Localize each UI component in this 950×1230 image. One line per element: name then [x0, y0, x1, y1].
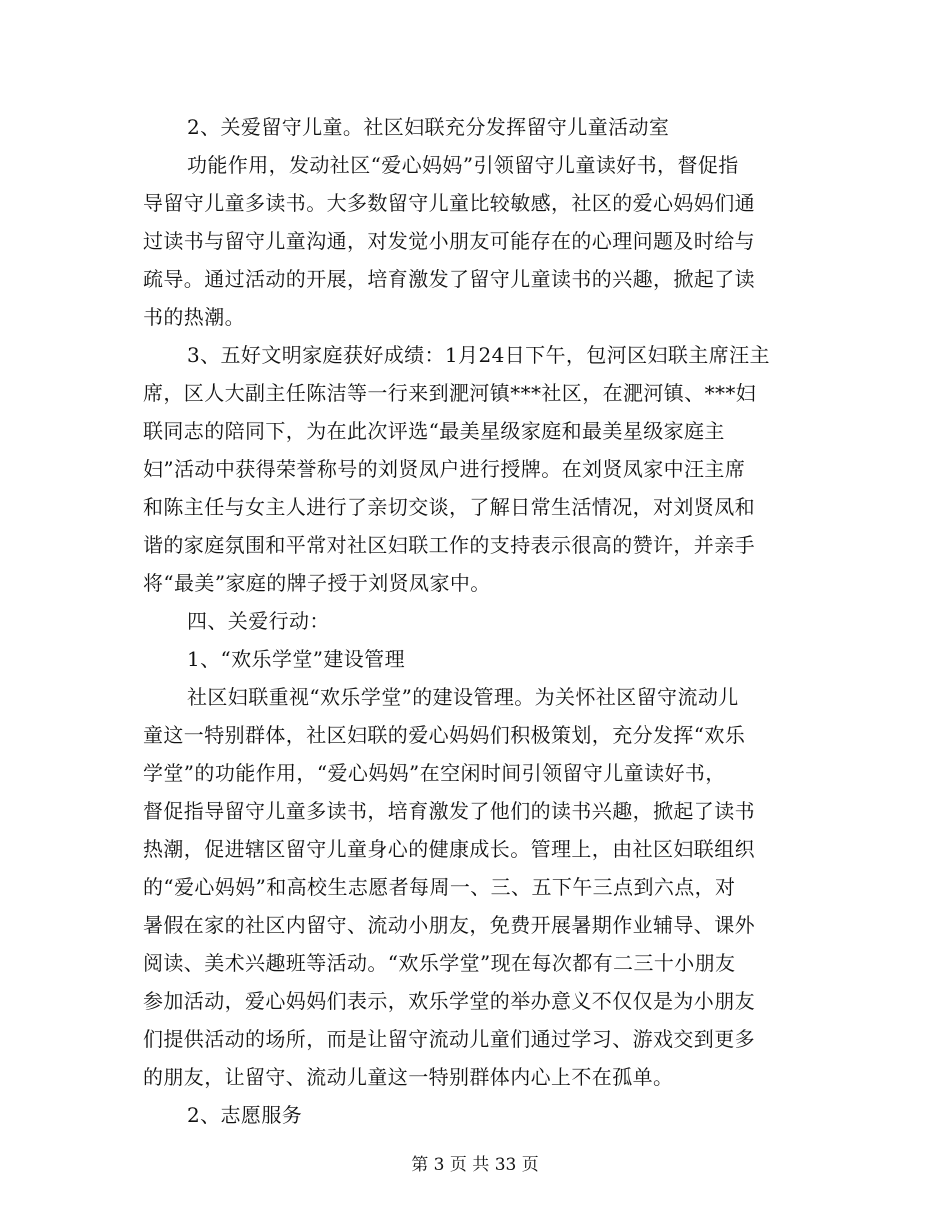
text-line: 席，区人大副主任陈洁等一行来到淝河镇***社区，在淝河镇、***妇 — [143, 381, 757, 405]
text-line: 将“最美”家庭的牌子授于刘贤凤家中。 — [143, 571, 491, 595]
text-line: 过读书与留守儿童沟通，对发觉小朋友可能存在的心理问题及时给与 — [143, 229, 755, 253]
text-line: 功能作用，发动社区“爱心妈妈”引领留守儿童读好书，督促指 — [187, 153, 739, 177]
text-line: 们提供活动的场所，而是让留守流动儿童们通过学习、游戏交到更多 — [143, 1027, 755, 1051]
text-line: 联同志的陪同下，为在此次评选“最美星级家庭和最美星级家庭主 — [143, 419, 725, 443]
text-line: 的朋友，让留守、流动儿童这一特别群体内心上不在孤单。 — [143, 1065, 674, 1089]
text-line: 疏导。通过活动的开展，培育激发了留守儿童读书的兴趣，掀起了读 — [143, 267, 755, 291]
text-line: 2、关爱留守儿童。社区妇联充分发挥留守儿童活动室 — [187, 115, 670, 139]
document-body — [143, 108, 813, 1134]
text-line: 社区妇联重视“欢乐学堂”的建设管理。为关怀社区留守流动儿 — [187, 685, 739, 709]
text-line: 学堂”的功能作用，“爱心妈妈”在空闲时间引领留守儿童读好书， — [143, 761, 726, 785]
text-line: 督促指导留守儿童多读书，培育激发了他们的读书兴趣，掀起了读书 — [143, 799, 755, 823]
page-footer: 第 3 页 共 33 页 — [411, 1155, 539, 1175]
text-line: 1、“欢乐学堂”建设管理 — [187, 647, 405, 671]
text-line: 参加活动，爱心妈妈们表示，欢乐学堂的举办意义不仅仅是为小朋友 — [143, 989, 755, 1013]
text-line: 四、关爱行动： — [187, 609, 330, 633]
text-line: 暑假在家的社区内留守、流动小朋友，免费开展暑期作业辅导、课外 — [143, 913, 755, 937]
text-line: 导留守儿童多读书。大多数留守儿童比较敏感，社区的爱心妈妈们通 — [143, 191, 755, 215]
text-line: 热潮，促进辖区留守儿童身心的健康成长。管理上，由社区妇联组织 — [143, 837, 755, 861]
text-line: 2、志愿服务 — [187, 1103, 303, 1127]
text-line: 童这一特别群体，社区妇联的爱心妈妈们积极策划，充分发挥“欢乐 — [143, 723, 746, 747]
text-line: 妇”活动中获得荣誉称号的刘贤凤户进行授牌。在刘贤凤家中汪主席 — [143, 457, 746, 481]
text-line: 阅读、美术兴趣班等活动。“欢乐学堂”现在每次都有二三十小朋友 — [143, 951, 736, 975]
text-line: 和陈主任与女主人进行了亲切交谈，了解日常生活情况，对刘贤凤和 — [143, 495, 755, 519]
text-line: 谐的家庭氛围和平常对社区妇联工作的支持表示很高的赞许，并亲手 — [143, 533, 755, 557]
text-line: 书的热潮。 — [143, 305, 245, 329]
text-line: 3、五好文明家庭获好成绩：1月24日下午，包河区妇联主席汪主 — [187, 343, 770, 367]
text-line: 的“爱心妈妈”和高校生志愿者每周一、三、五下午三点到六点，对 — [143, 875, 736, 899]
